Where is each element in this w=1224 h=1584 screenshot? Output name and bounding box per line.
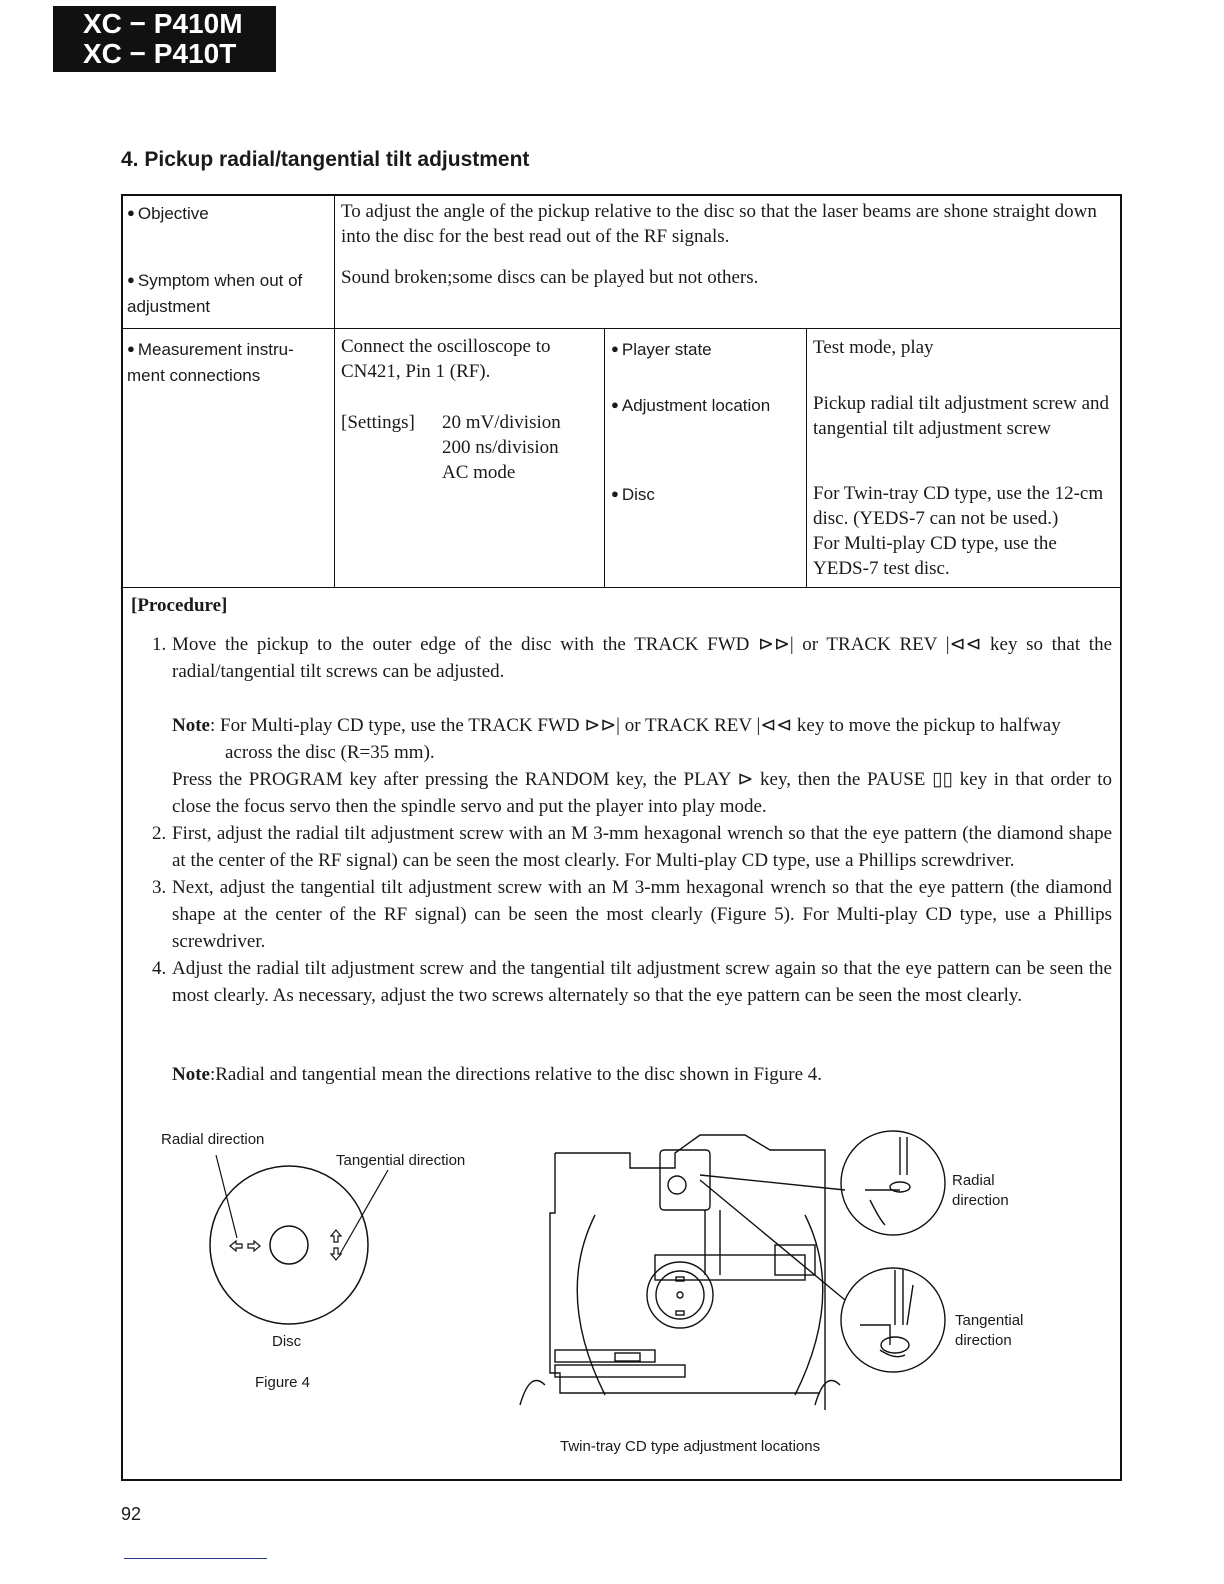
note-text: :Radial and tangential mean the directions relative to the disc shown in Figure 4.: [209, 1064, 823, 1085]
model-line-2: XC − P410T: [83, 38, 237, 69]
pickup-lens: [668, 1176, 686, 1194]
objective-text: To adjust the angle of the pickup relative to the disc so that the laser beams are shone straight down into the disc for the best read out of the RF signals.: [341, 201, 1097, 247]
step-number: 3.: [152, 877, 167, 898]
mechanism-caption: Twin-tray CD type adjustment locations: [560, 1438, 821, 1455]
spindle-motor: [647, 1262, 713, 1328]
radial-leader-line: [216, 1155, 237, 1238]
section-title: 4. Pickup radial/tangential tilt adjustment: [121, 148, 530, 171]
measurement-text: Connect the oscilloscope to CN421, Pin 1 (RF).: [341, 336, 551, 382]
note-text: across the disc (R=35 mm).: [225, 742, 435, 763]
table-divider: [604, 328, 605, 587]
radial-screw-leader: [700, 1175, 845, 1190]
figure-4-caption: Figure 4: [255, 1374, 311, 1391]
setting-value: 200 ns/division: [442, 437, 559, 458]
procedure-step: [152, 820, 1112, 874]
radial-direction-label: Radial direction: [161, 1131, 265, 1148]
step-number: 1.: [152, 634, 167, 655]
procedure-step: [152, 955, 1112, 1009]
table-divider: [121, 587, 1122, 588]
page-number: 92: [121, 1504, 142, 1524]
procedure-heading: [Procedure]: [131, 595, 228, 616]
disc-hole: [270, 1226, 308, 1264]
procedure-step: [152, 631, 1112, 685]
setting-value: AC mode: [442, 462, 516, 483]
tangential-screw-leader: [700, 1180, 845, 1300]
tangential-direction-label: Tangential: [955, 1312, 1024, 1329]
symptom-label: ● Symptom when out of adjustment: [127, 268, 327, 319]
setting-value: 20 mV/division: [442, 412, 561, 433]
note-text: Press the PROGRAM key after pressing the RANDOM key, the PLAY ⊳ key, then the PAUSE ▯▯ key in that order to close the focus servo then the spindle servo and put the player into play mode.: [172, 769, 1112, 817]
step-text: Next, adjust the tangential tilt adjustment screw with an M 3-mm hexagonal wrench so that the eye pattern (the diamond shape at the center of the RF signal) can be seen the most clearly (Figure 5). For Multi-play CD type, use a Phillips screwdriver.: [172, 877, 1112, 952]
note-label: Note: [172, 715, 210, 736]
disc-text: For Multi-play CD type, use the YEDS-7 test disc.: [813, 533, 1057, 579]
tangential-direction-label: Tangential direction: [336, 1152, 466, 1169]
tangential-detail-icon: [841, 1268, 945, 1372]
adjustment-location-label: ● Adjustment location: [611, 393, 770, 419]
procedure-note: [172, 1061, 1112, 1088]
settings-label: [Settings]: [341, 412, 415, 433]
tangential-direction-label: direction: [955, 1332, 1012, 1349]
objective-label: ● Objective: [127, 201, 209, 227]
disc-guide: [577, 1215, 823, 1395]
tangential-leader-line: [340, 1170, 388, 1254]
radial-direction-label: direction: [952, 1192, 1009, 1209]
step-text: Move the pickup to the outer edge of the disc with the TRACK FWD ⊳⊳| or TRACK REV |⊲⊲ key so that the radial/tangential tilt screws can be adjusted.: [172, 634, 1112, 682]
note-label: Note: [172, 1064, 210, 1085]
player-state-text: Test mode, play: [813, 337, 934, 358]
step-text: First, adjust the radial tilt adjustment screw with an M 3-mm hexagonal wrench so that the eye pattern (the diamond shape at the center of the RF signal) can be seen the most clearly. For Multi-play CD type, use a Phillips screwdriver.: [172, 823, 1112, 871]
disc-diagram: [150, 1150, 450, 1400]
step-text: Adjust the radial tilt adjustment screw and the tangential tilt adjustment screw again so that the eye pattern can be seen the most clearly. As necessary, adjust the two screws alternately so that the eye pattern can be seen the most clearly.: [172, 958, 1112, 1006]
model-badge: [53, 6, 276, 72]
table-divider: [121, 328, 1122, 329]
radial-arrows-icon: [230, 1241, 260, 1251]
radial-detail-icon: [841, 1131, 945, 1235]
table-divider: [334, 194, 335, 587]
adjustment-location-text: Pickup radial tilt adjustment screw and tangential tilt adjustment screw: [813, 393, 1110, 439]
radial-direction-label: Radial: [952, 1172, 995, 1189]
procedure-step: [152, 874, 1112, 955]
procedure-note: [172, 712, 1112, 739]
table-divider: [806, 328, 807, 587]
disc-text: For Twin-tray CD type, use the 12-cm disc. (YEDS-7 can not be used.): [813, 483, 1104, 529]
measurement-label: ● Measurement instru- ment connections: [127, 337, 322, 388]
step-number: 4.: [152, 958, 167, 979]
note-text: : For Multi-play CD type, use the TRACK FWD ⊳⊳| or TRACK REV |⊲⊲ key to move the pickup to halfway: [209, 715, 1061, 736]
tangential-arrows-icon: [331, 1230, 341, 1260]
step-number: 2.: [152, 823, 167, 844]
disc-label: ● Disc: [611, 482, 655, 508]
footer-rule: [124, 1558, 267, 1559]
symptom-text: Sound broken;some discs can be played but not others.: [341, 267, 759, 288]
disc-label: Disc: [272, 1333, 302, 1350]
model-line-1: XC − P410M: [83, 8, 243, 39]
player-state-label: ● Player state: [611, 337, 712, 363]
mechanism-diagram: [515, 1125, 955, 1415]
